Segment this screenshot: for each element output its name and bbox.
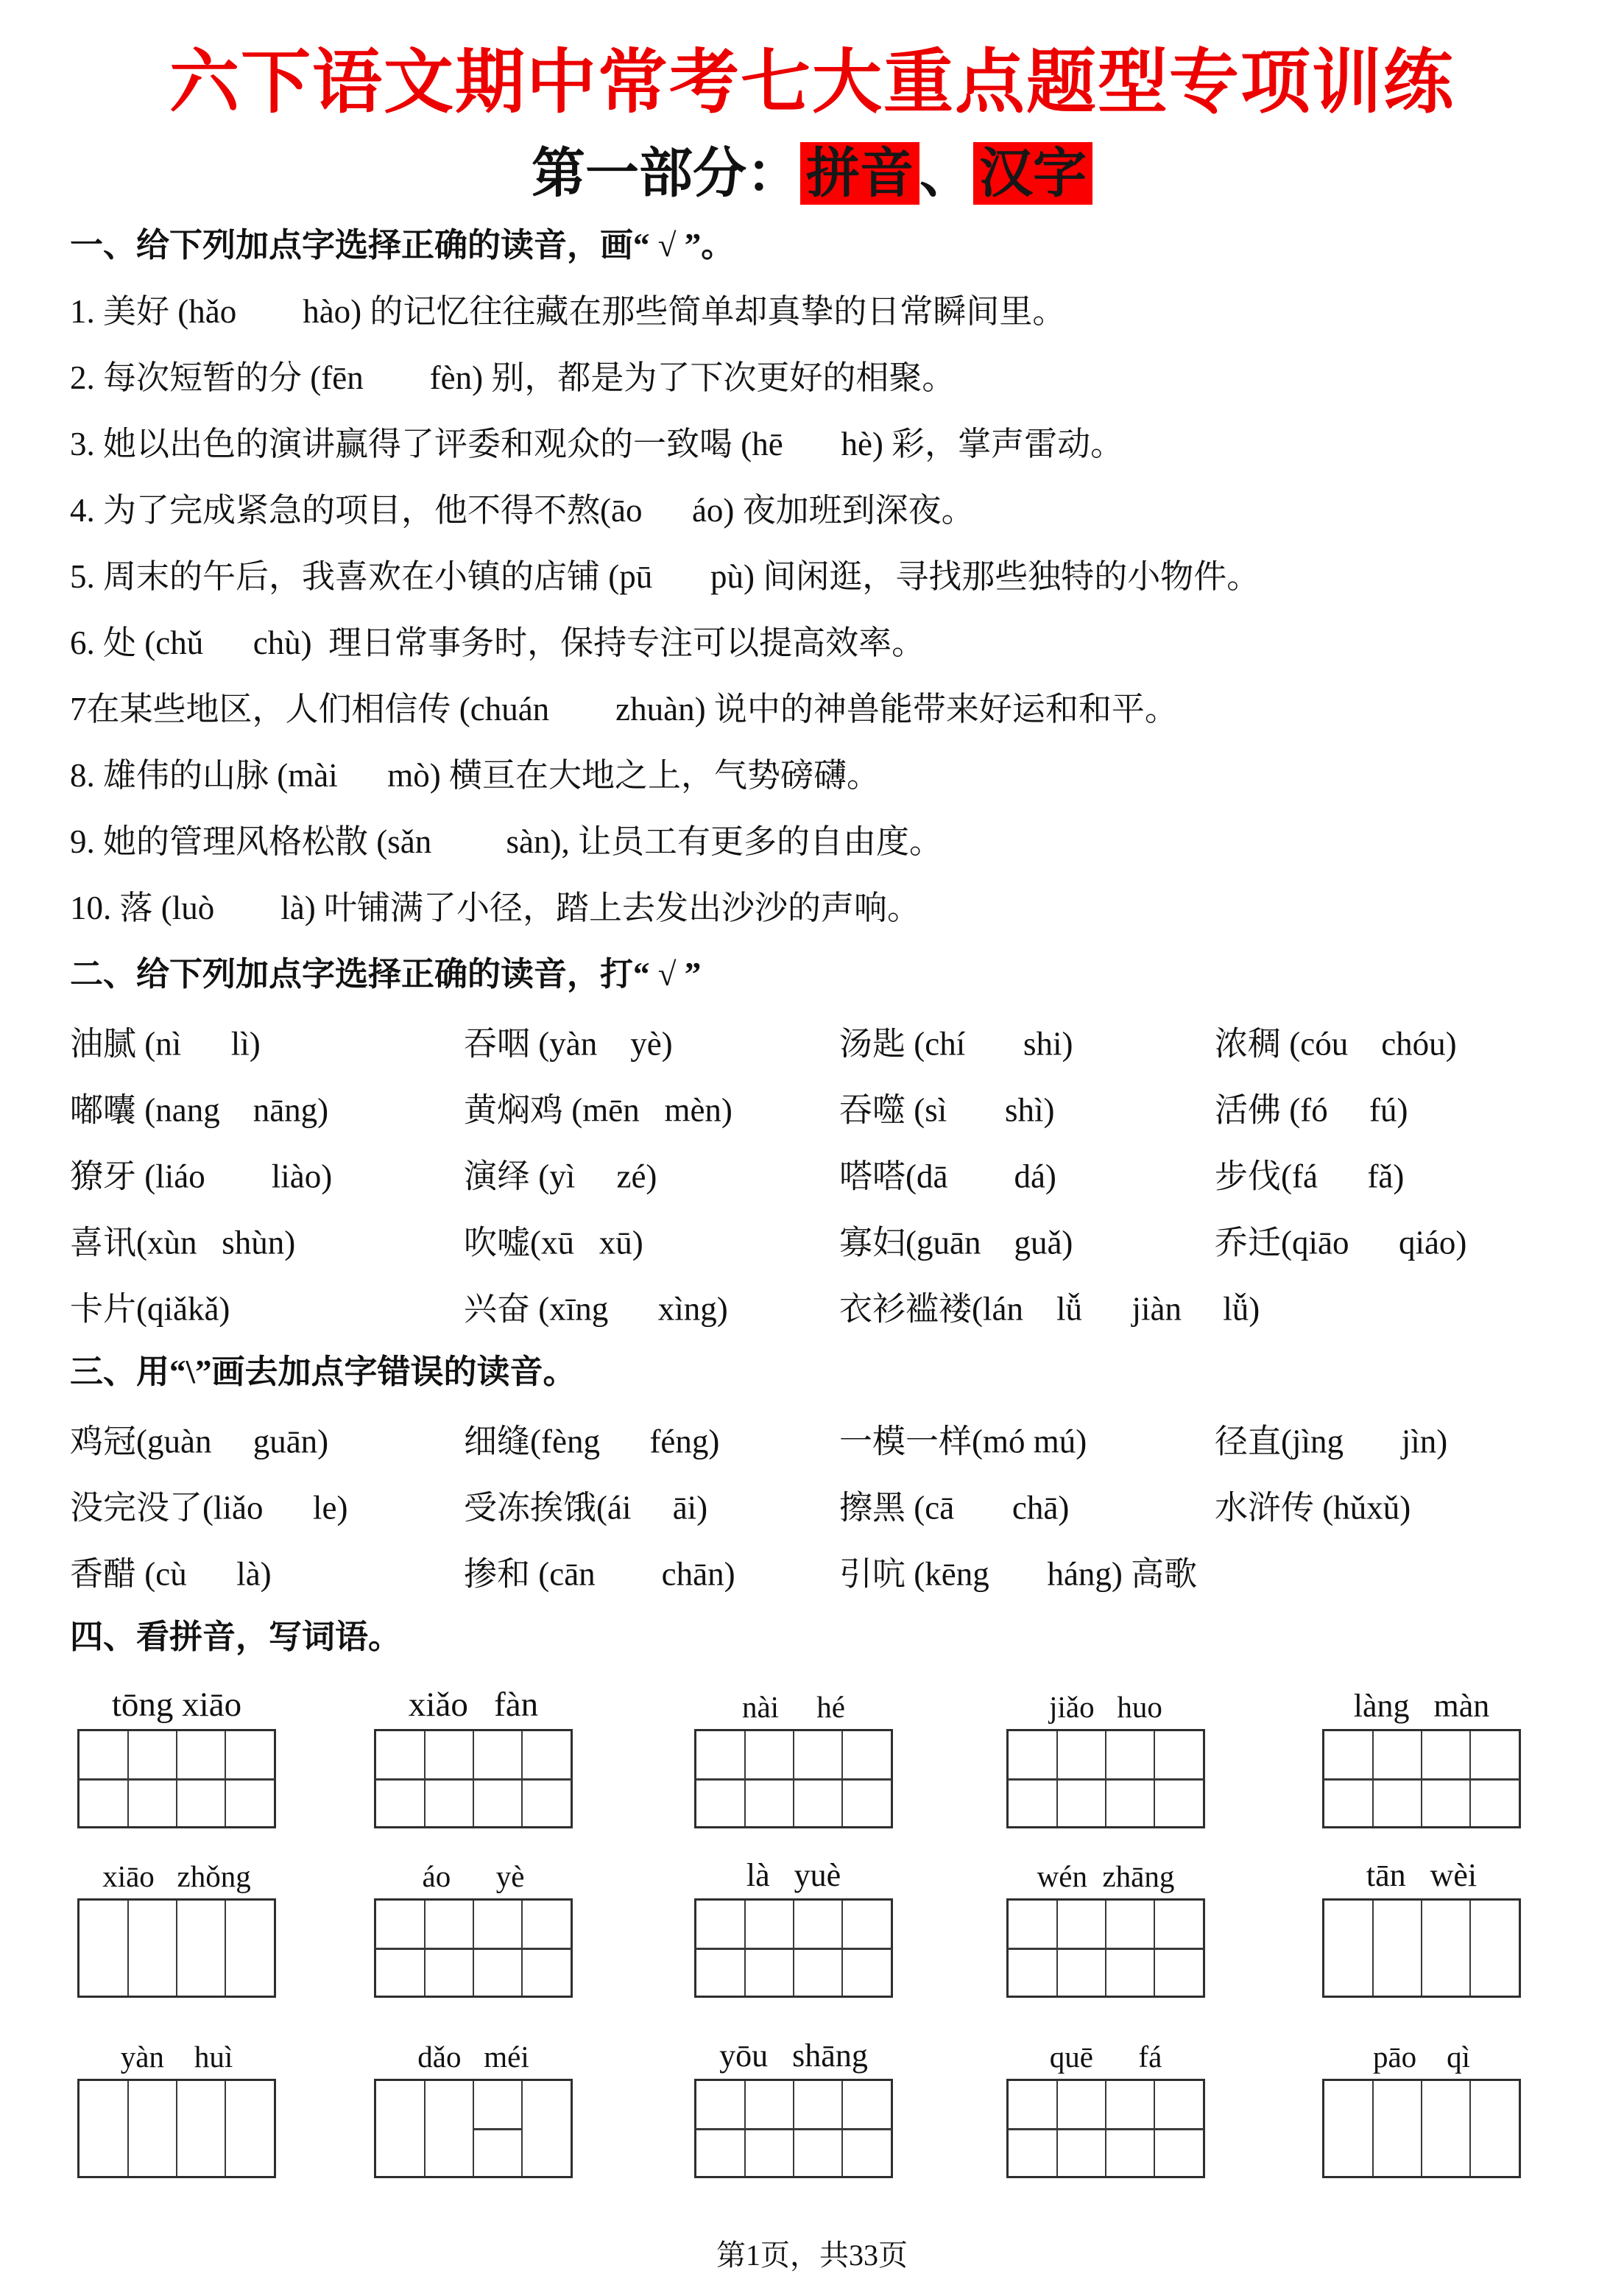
word-cell: 寡妇(guān guǎ) — [839, 1224, 1073, 1261]
writing-grid-row — [0, 1729, 1624, 1828]
word-cell: 吹嘘(xū xū) — [464, 1224, 643, 1261]
question-item-6: 6. 处 (chǔ chù) 理日常事务时，保持专注可以提高效率。 — [70, 624, 925, 661]
subtitle-prefix: 第一部分： — [532, 144, 800, 203]
word-cell: 黄焖鸡 (mēn mèn) — [464, 1091, 732, 1129]
writing-grid-row — [0, 1898, 1624, 1998]
subtitle-separator: 、 — [919, 144, 973, 203]
pinyin-label: xiǎo fàn — [408, 1686, 539, 1724]
word-row — [0, 1074, 1624, 1140]
word-row — [0, 1206, 1624, 1272]
pinyin-label: quē fá — [1049, 2040, 1162, 2074]
word-cell: 径直(jìng jìn) — [1215, 1423, 1448, 1460]
writing-grid — [77, 1729, 276, 1828]
writing-grid — [694, 2079, 893, 2178]
word-cell: 香醋 (cù là) — [70, 1555, 272, 1593]
word-cell: 獠牙 (liáo liào) — [70, 1158, 333, 1195]
word-cell: 乔迁(qiāo qiáo) — [1215, 1224, 1467, 1261]
question-item-9: 9. 她的管理风格松散 (sǎn sàn), 让员工有更多的自由度。 — [70, 823, 942, 860]
writing-grid — [374, 2079, 573, 2178]
word-cell: 嗒嗒(dā dá) — [839, 1158, 1056, 1195]
word-cell: 鸡冠(guàn guān) — [70, 1423, 329, 1460]
word-cell: 水浒传 (hǔxǔ) — [1215, 1489, 1411, 1526]
word-cell: 掺和 (cān chān) — [464, 1555, 735, 1593]
word-cell: 细缝(fèng féng) — [464, 1423, 720, 1460]
word-cell: 擦黑 (cā chā) — [839, 1489, 1070, 1526]
section3-header: 三、用“\”画去加点字错误的读音。 — [70, 1353, 576, 1390]
word-cell: 衣衫褴褛(lán lǚ jiàn lǚ) — [839, 1290, 1260, 1328]
pinyin-label: làng màn — [1353, 1688, 1490, 1724]
pinyin-label: áo yè — [422, 1859, 525, 1893]
pinyin-label: tān wèi — [1366, 1857, 1478, 1893]
writing-grid — [1322, 1898, 1521, 1998]
pinyin-label: jiǎo huo — [1049, 1690, 1162, 1724]
pinyin-label-row — [0, 2020, 1624, 2079]
word-cell: 活佛 (fó fú) — [1215, 1091, 1408, 1129]
question-item-5: 5. 周末的午后，我喜欢在小镇的店铺 (pū pù) 间闲逛，寻找那些独特的小物件。 — [70, 558, 1260, 595]
word-cell: 引吭 (kēng háng) 高歌 — [839, 1555, 1198, 1593]
subtitle-highlight-pinyin: 拼音 — [800, 142, 919, 205]
section1-header: 一、给下列加点字选择正确的读音，画“ √ ”。 — [70, 227, 735, 264]
writing-grid — [1006, 2079, 1205, 2178]
question-item-10: 10. 落 (luò là) 叶铺满了小径，踏上去发出沙沙的声响。 — [70, 890, 920, 926]
word-row — [0, 1272, 1624, 1339]
writing-grid — [694, 1729, 893, 1828]
pinyin-label: tōng xiāo — [111, 1686, 242, 1724]
word-cell: 卡片(qiǎkǎ) — [70, 1290, 230, 1328]
writing-grid — [77, 1898, 276, 1998]
writing-grid — [77, 2079, 276, 2178]
word-row — [0, 1405, 1624, 1471]
question-item-1: 1. 美好 (hǎo hào) 的记忆往往藏在那些简单却真挚的日常瞬间里。 — [70, 293, 1066, 330]
word-cell: 油腻 (nì lì) — [70, 1025, 261, 1063]
word-cell: 吞噬 (sì shì) — [839, 1091, 1055, 1129]
pinyin-label-row — [0, 1670, 1624, 1729]
writing-grid-row — [0, 2079, 1624, 2178]
part-subtitle — [0, 135, 1624, 212]
word-cell: 步伐(fá fǎ) — [1215, 1158, 1405, 1195]
writing-grid — [1322, 2079, 1521, 2178]
word-cell: 兴奋 (xīng xìng) — [464, 1290, 728, 1328]
word-cell: 受冻挨饿(ái āi) — [464, 1489, 708, 1526]
pinyin-label: wén zhāng — [1037, 1859, 1175, 1893]
question-item-8: 8. 雄伟的山脉 (mài mò) 横亘在大地之上，气势磅礴。 — [70, 757, 880, 794]
word-cell: 一模一样(mó mú) — [839, 1423, 1087, 1460]
question-item-4: 4. 为了完成紧急的项目，他不得不熬(āo áo) 夜加班到深夜。 — [70, 492, 975, 529]
section4-header: 四、看拼音，写词语。 — [70, 1619, 402, 1655]
word-cell: 汤匙 (chí shi) — [839, 1025, 1073, 1063]
writing-grid — [1322, 1729, 1521, 1828]
word-row — [0, 1007, 1624, 1074]
pinyin-label: yàn huì — [120, 2040, 233, 2074]
pinyin-label-row — [0, 1839, 1624, 1898]
pinyin-label: dǎo méi — [417, 2040, 529, 2074]
word-cell: 没完没了(liǎo le) — [70, 1489, 348, 1526]
pinyin-label: nài hé — [741, 1690, 846, 1724]
word-cell: 演绎 (yì zé) — [464, 1158, 657, 1195]
subtitle-highlight-hanzi: 汉字 — [973, 142, 1092, 205]
pinyin-label: xiāo zhǒng — [102, 1859, 251, 1893]
word-cell: 浓稠 (cóu chóu) — [1215, 1025, 1457, 1063]
pinyin-label: yōu shāng — [719, 2038, 868, 2074]
writing-grid — [374, 1729, 573, 1828]
writing-grid — [1006, 1729, 1205, 1828]
page-number: 第1页，共33页 — [716, 2239, 908, 2272]
pinyin-label: là yuè — [746, 1857, 841, 1893]
pinyin-label: pāo qì — [1372, 2040, 1471, 2074]
page-title: 六下语文期中常考七大重点题型专项训练 — [169, 43, 1455, 122]
word-row — [0, 1140, 1624, 1206]
section2-header: 二、给下列加点字选择正确的读音，打“ √ ” — [70, 956, 702, 993]
writing-grid — [1006, 1898, 1205, 1998]
word-cell: 嘟囔 (nang nāng) — [70, 1091, 329, 1129]
question-item-3: 3. 她以出色的演讲赢得了评委和观众的一致喝 (hē hè) 彩，掌声雷动。 — [70, 426, 1124, 462]
word-cell: 吞咽 (yàn yè) — [464, 1025, 673, 1063]
word-row — [0, 1471, 1624, 1538]
writing-grid — [694, 1898, 893, 1998]
question-item-2: 2. 每次短暂的分 (fēn fèn) 别，都是为了下次更好的相聚。 — [70, 359, 956, 396]
word-row — [0, 1538, 1624, 1604]
word-cell: 喜讯(xùn shùn) — [70, 1224, 296, 1261]
question-item-7: 7在某些地区，人们相信传 (chuán zhuàn) 说中的神兽能带来好运和和平。 — [70, 691, 1178, 728]
writing-grid — [374, 1898, 573, 1998]
